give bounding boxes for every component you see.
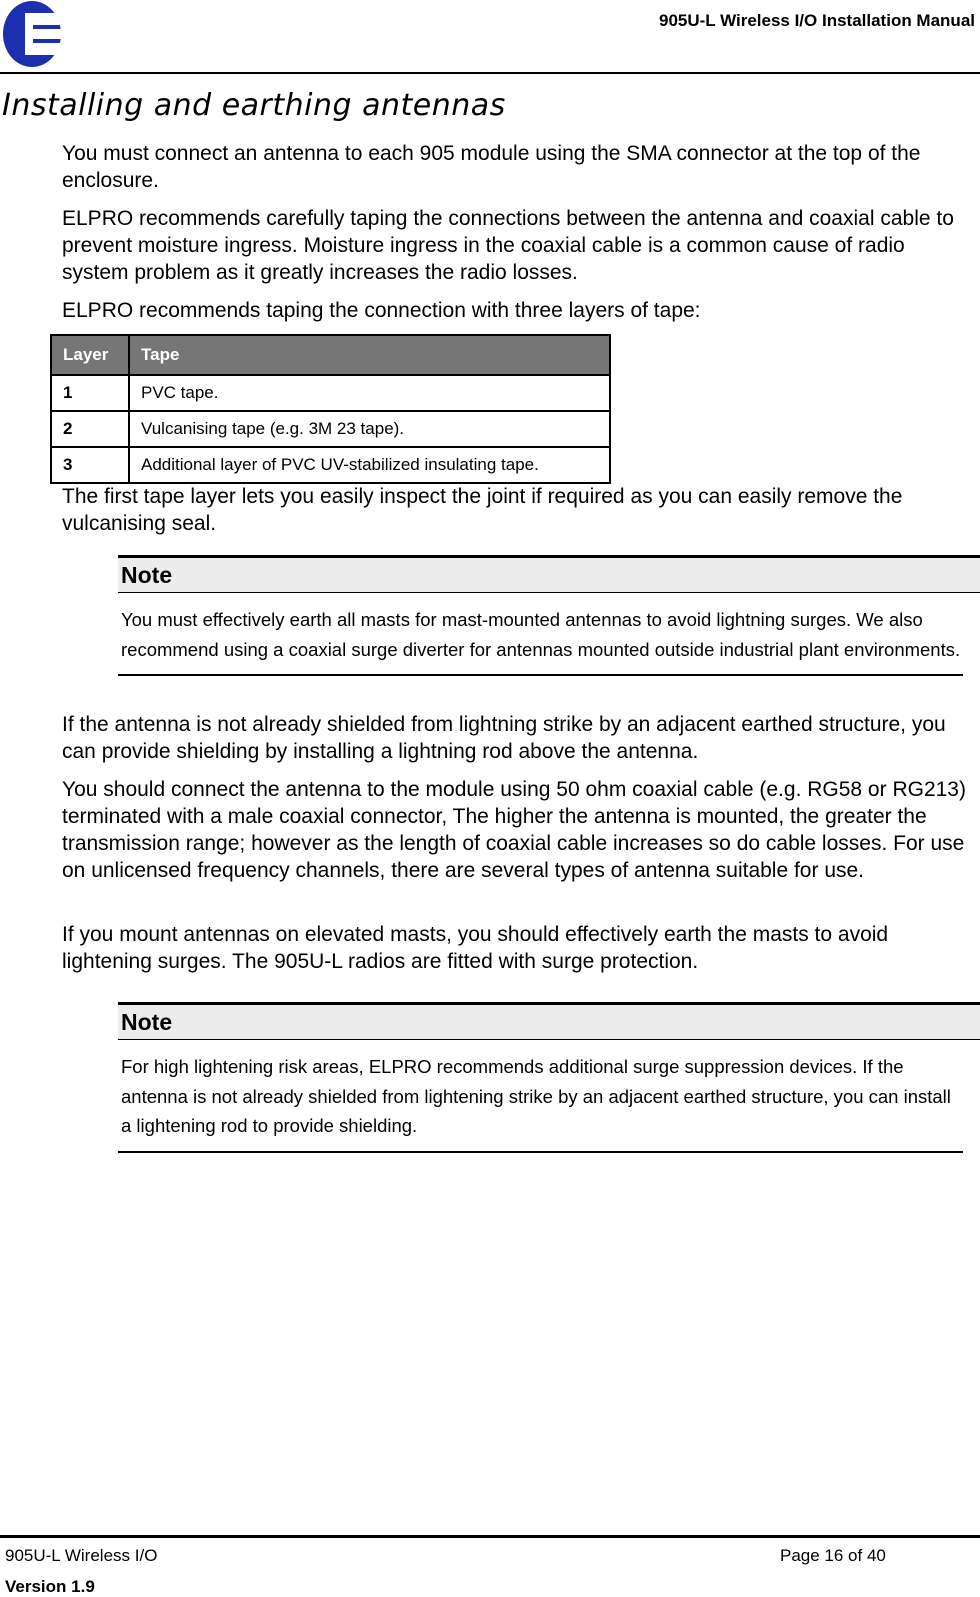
page-title: Installing and earthing antennas [2,88,506,123]
paragraph-sma-connector: You must connect an antenna to each 905 module using the SMA connector at the top of the enclosure. [62,142,921,192]
paragraph-three-layers: ELPRO recommends taping the connection with three layers of tape: [62,299,701,322]
table-row [51,447,610,483]
header-divider [0,72,980,74]
tape-description: PVC tape. [129,375,610,411]
paragraph-lightning-rod: If the antenna is not already shielded from lightning strike by an adjacent earthed structure, you can provide shielding by installing a lightning rod above the antenna. [62,713,946,763]
paragraph-taping-recommendation: ELPRO recommends carefully taping the connections between the antenna and coaxial cable to prevent moisture ingress. Moisture ingress in the coaxial cable is a common cause of radio system problem as it greatly increases the radio losses. [62,207,954,284]
layer-number: 2 [51,411,129,447]
layer-number: 3 [51,447,129,483]
note-body: For high lightening risk areas, ELPRO recommends additional surge suppression devices. If the antenna is not already shielded from lightening strike by an adjacent earthed structure, you can install a lightening rod to provide shielding. [121,1056,951,1136]
page-number: Page 16 of 40 [780,1546,886,1565]
elpro-logo-icon [2,0,62,68]
layer-number: 1 [51,375,129,411]
page-header [0,0,980,74]
note-heading: Note [118,555,980,593]
footer-product: 905U-L Wireless I/O [5,1546,158,1565]
paragraph-elevated-masts: If you mount antennas on elevated masts, you should effectively earth the masts to avoid lightening surges. The 905U-L radios are fitted with surge protection. [62,923,889,973]
footer-divider [0,1535,980,1538]
manual-title: 905U-L Wireless I/O Installation Manual [658,11,975,30]
column-header-tape: Tape [129,335,610,375]
footer-version: Version 1.9 [5,1577,95,1596]
tape-layers-table [50,334,611,484]
tape-description: Vulcanising tape (e.g. 3M 23 tape). [129,411,610,447]
note-heading: Note [118,1002,980,1040]
table-row [51,411,610,447]
note-body: You must effectively earth all masts for mast-mounted antennas to avoid lightning surges. We also recommend using a coaxial surge diverter for antennas mounted outside industrial plant environments. [121,609,961,660]
note-divider [118,1151,963,1153]
paragraph-first-tape-layer: The first tape layer lets you easily inspect the joint if required as you can easily remove the vulcanising seal. [62,485,903,535]
note-box-lightening-risk [118,1002,980,1153]
note-box-mast-earthing [118,555,980,676]
table-header-row [51,335,610,375]
table-row [51,375,610,411]
paragraph-coaxial-cable: You should connect the antenna to the module using 50 ohm coaxial cable (e.g. RG58 or RG213) terminated with a male coaxial connector, The higher the antenna is mounted, the greater the transmission range; however as the length of coaxial cable increases so do cable losses. For use on unlicensed frequency channels, there are several types of antenna suitable for use. [62,778,966,882]
note-divider [118,674,963,676]
tape-description: Additional layer of PVC UV-stabilized insulating tape. [129,447,610,483]
column-header-layer: Layer [51,335,129,375]
